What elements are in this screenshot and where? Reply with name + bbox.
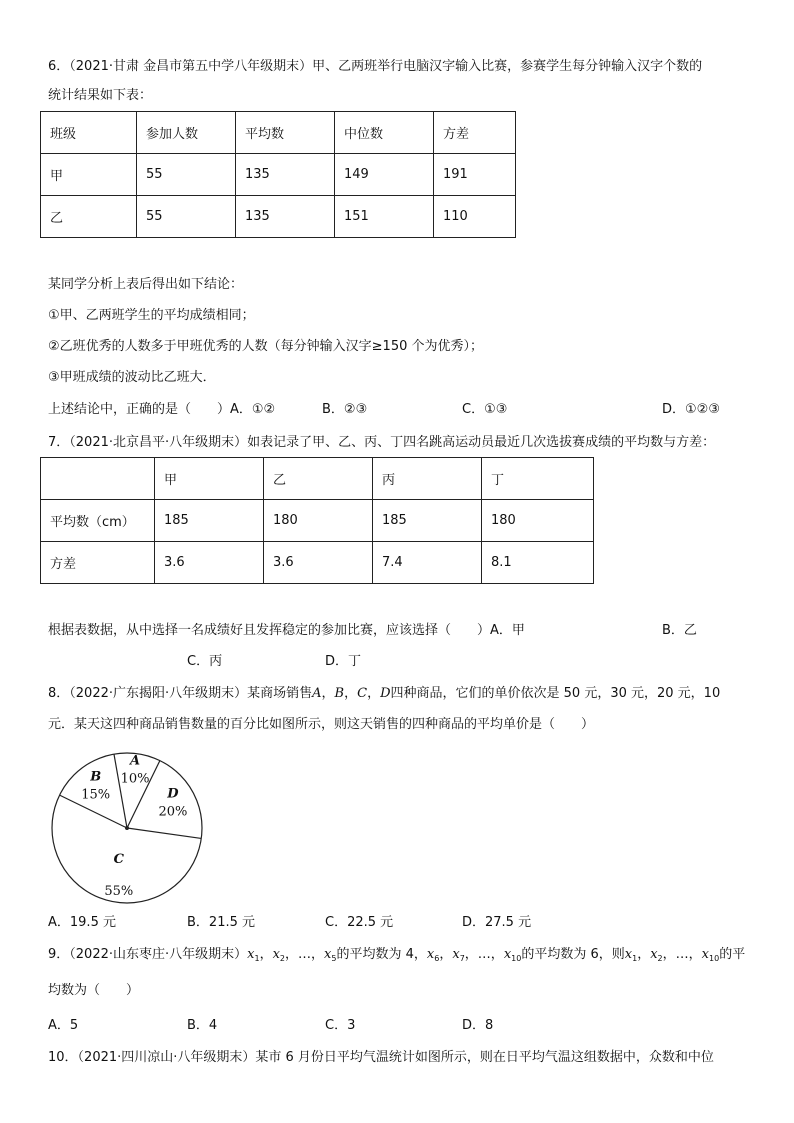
q7-table bbox=[40, 457, 594, 584]
table-cell: 110 bbox=[434, 196, 516, 238]
q7-option-d: D．丁 bbox=[325, 654, 362, 669]
subscript: 7 bbox=[459, 954, 465, 963]
table-cell: 3.6 bbox=[155, 542, 264, 584]
table-cell: 55 bbox=[137, 196, 236, 238]
table-cell: 8.1 bbox=[482, 542, 594, 584]
pie-percent-c: 55% bbox=[104, 883, 134, 899]
pie-percent-b: 15% bbox=[81, 787, 111, 803]
q9-stem-line2: 均数为（ ） bbox=[48, 983, 140, 998]
sep: ， bbox=[662, 947, 676, 962]
sep: ， bbox=[688, 947, 702, 962]
table-cell: 7.4 bbox=[373, 542, 482, 584]
table-cell: 方差 bbox=[41, 542, 155, 584]
table-cell: 方差 bbox=[434, 112, 516, 154]
var-x: x bbox=[701, 947, 710, 962]
pie-percent-d: 20% bbox=[158, 804, 188, 820]
q8-option-d: D．27.5 元 bbox=[462, 915, 532, 930]
pie-percent-a: 10% bbox=[120, 771, 150, 787]
subscript: 2 bbox=[279, 954, 286, 963]
q8-stem-line2: 元．某天这四种商品销售数量的百分比如图所示，则这天销售的四种商品的平均单价是（ ） bbox=[48, 717, 595, 732]
table-row bbox=[41, 500, 594, 542]
sep: ， bbox=[285, 947, 299, 962]
q8-stem-prefix: 8．（2022·广东揭阳·八年级期末）某商场销售 bbox=[48, 686, 313, 701]
q7-stem: 7．（2021·北京昌平·八年级期末）如表记录了甲、乙、丙、丁四名跳高运动员最近几次选拔赛成绩的平均数与方差： bbox=[48, 435, 716, 450]
q9-text-avg4: 的平均数为 4， bbox=[336, 947, 427, 962]
sep: ， bbox=[311, 947, 325, 962]
subscript: 10 bbox=[709, 954, 720, 963]
pie-chart bbox=[42, 743, 212, 913]
q6-analysis: 某同学分析上表后得出如下结论： bbox=[48, 277, 244, 292]
sep: ， bbox=[259, 947, 273, 962]
q6-question: 上述结论中，正确的是（ ）A．①② bbox=[48, 402, 276, 417]
q9-option-a: A．5 bbox=[48, 1018, 79, 1033]
q10-stem: 10．（2021·四川凉山·八年级期末）某市 6 月份日平均气温统计如图所示，则在日平均气温这组数据中，众数和中位 bbox=[48, 1050, 714, 1065]
table-cell: 3.6 bbox=[264, 542, 373, 584]
q9-option-d: D．8 bbox=[462, 1018, 494, 1033]
sep: ， bbox=[367, 686, 381, 701]
q6-option-d: D．①②③ bbox=[662, 402, 720, 417]
table-cell: 平均数 bbox=[236, 112, 335, 154]
subscript: 5 bbox=[331, 954, 337, 963]
table-cell bbox=[41, 458, 155, 500]
var-x: x bbox=[503, 947, 512, 962]
ellipsis: … bbox=[298, 947, 312, 962]
table-cell: 乙 bbox=[264, 458, 373, 500]
q6-conclusion-2: ②乙班优秀的人数多于甲班优秀的人数（每分钟输入汉字≥150 个为优秀）； bbox=[48, 339, 483, 354]
q7-option-b: B．乙 bbox=[662, 623, 697, 638]
subscript: 2 bbox=[657, 954, 663, 963]
table-row bbox=[41, 196, 516, 238]
q6-option-c: C．①③ bbox=[462, 402, 508, 417]
pie-label-a: A bbox=[130, 753, 141, 769]
sep: ， bbox=[321, 686, 335, 701]
pie-label-b: B bbox=[90, 769, 102, 785]
pie-label-d: D bbox=[167, 786, 179, 802]
sep: ， bbox=[490, 947, 504, 962]
table-cell: 180 bbox=[482, 500, 594, 542]
q6-conclusion-3: ③甲班成绩的波动比乙班大． bbox=[48, 370, 216, 385]
var-c: C bbox=[357, 686, 368, 701]
table-cell: 中位数 bbox=[335, 112, 434, 154]
table-row bbox=[41, 112, 516, 154]
q8-stem-line1 bbox=[48, 685, 720, 703]
var-b: B bbox=[334, 686, 345, 701]
table-row bbox=[41, 542, 594, 584]
var-d: D bbox=[380, 686, 391, 701]
table-cell: 参加人数 bbox=[137, 112, 236, 154]
pie-label-c: C bbox=[113, 851, 124, 867]
table-cell: 185 bbox=[155, 500, 264, 542]
table-cell: 180 bbox=[264, 500, 373, 542]
q6-stem-line1: 6．（2021·甘肃 金昌市第五中学八年级期末）甲、乙两班举行电脑汉字输入比赛，参赛学生每分钟输入汉字个数的 bbox=[48, 59, 703, 74]
var-x: x bbox=[650, 947, 658, 962]
table-cell: 甲 bbox=[155, 458, 264, 500]
var-a: A bbox=[312, 686, 322, 701]
sep: ， bbox=[637, 947, 651, 962]
var-x: x bbox=[624, 947, 633, 962]
pie-center bbox=[125, 826, 129, 830]
q6-conclusion-1: ①甲、乙两班学生的平均成绩相同； bbox=[48, 308, 255, 323]
q8-option-b: B．21.5 元 bbox=[187, 915, 255, 930]
q8-stem-tail: 四种商品，它们的单价依次是 50 元，30 元，20 元，10 bbox=[390, 686, 721, 701]
var-x: x bbox=[247, 947, 255, 962]
subscript: 1 bbox=[632, 954, 638, 963]
table-cell: 151 bbox=[335, 196, 434, 238]
sep: ， bbox=[464, 947, 478, 962]
table-cell: 185 bbox=[373, 500, 482, 542]
subscript: 6 bbox=[434, 954, 440, 963]
table-row bbox=[41, 458, 594, 500]
subscript: 10 bbox=[511, 954, 522, 963]
table-cell: 丁 bbox=[482, 458, 594, 500]
q7-question: 根据表数据，从中选择一名成绩好且发挥稳定的参加比赛，应该选择（ ）A．甲 bbox=[48, 623, 525, 638]
table-cell: 甲 bbox=[41, 154, 137, 196]
q9-stem-line1 bbox=[48, 946, 745, 968]
sep: ， bbox=[344, 686, 358, 701]
table-cell: 191 bbox=[434, 154, 516, 196]
table-cell: 班级 bbox=[41, 112, 137, 154]
ellipsis: … bbox=[477, 947, 491, 962]
q6-stem-line2: 统计结果如下表： bbox=[48, 88, 153, 103]
q8-option-a: A．19.5 元 bbox=[48, 915, 116, 930]
subscript: 1 bbox=[254, 954, 260, 963]
var-x: x bbox=[272, 947, 280, 962]
q9-option-b: B．4 bbox=[187, 1018, 218, 1033]
sep: ， bbox=[439, 947, 453, 962]
q9-text-tail: 的平 bbox=[719, 947, 746, 962]
table-cell: 丙 bbox=[373, 458, 482, 500]
var-x: x bbox=[324, 947, 332, 962]
q8-option-c: C．22.5 元 bbox=[325, 915, 394, 930]
var-x: x bbox=[426, 947, 435, 962]
table-cell: 135 bbox=[236, 196, 335, 238]
q9-option-c: C．3 bbox=[325, 1018, 356, 1033]
ellipsis: … bbox=[675, 947, 689, 962]
table-cell: 55 bbox=[137, 154, 236, 196]
q7-option-c: C．丙 bbox=[187, 654, 223, 669]
q9-text-avg6: 的平均数为 6，则 bbox=[521, 947, 625, 962]
q9-stem-prefix: 9．（2022·山东枣庄·八年级期末） bbox=[48, 947, 248, 962]
q6-option-b: B．②③ bbox=[322, 402, 368, 417]
table-row bbox=[41, 154, 516, 196]
table-cell: 平均数（cm） bbox=[41, 500, 155, 542]
table-cell: 乙 bbox=[41, 196, 137, 238]
var-x: x bbox=[452, 947, 460, 962]
table-cell: 149 bbox=[335, 154, 434, 196]
q6-table bbox=[40, 111, 516, 238]
table-cell: 135 bbox=[236, 154, 335, 196]
